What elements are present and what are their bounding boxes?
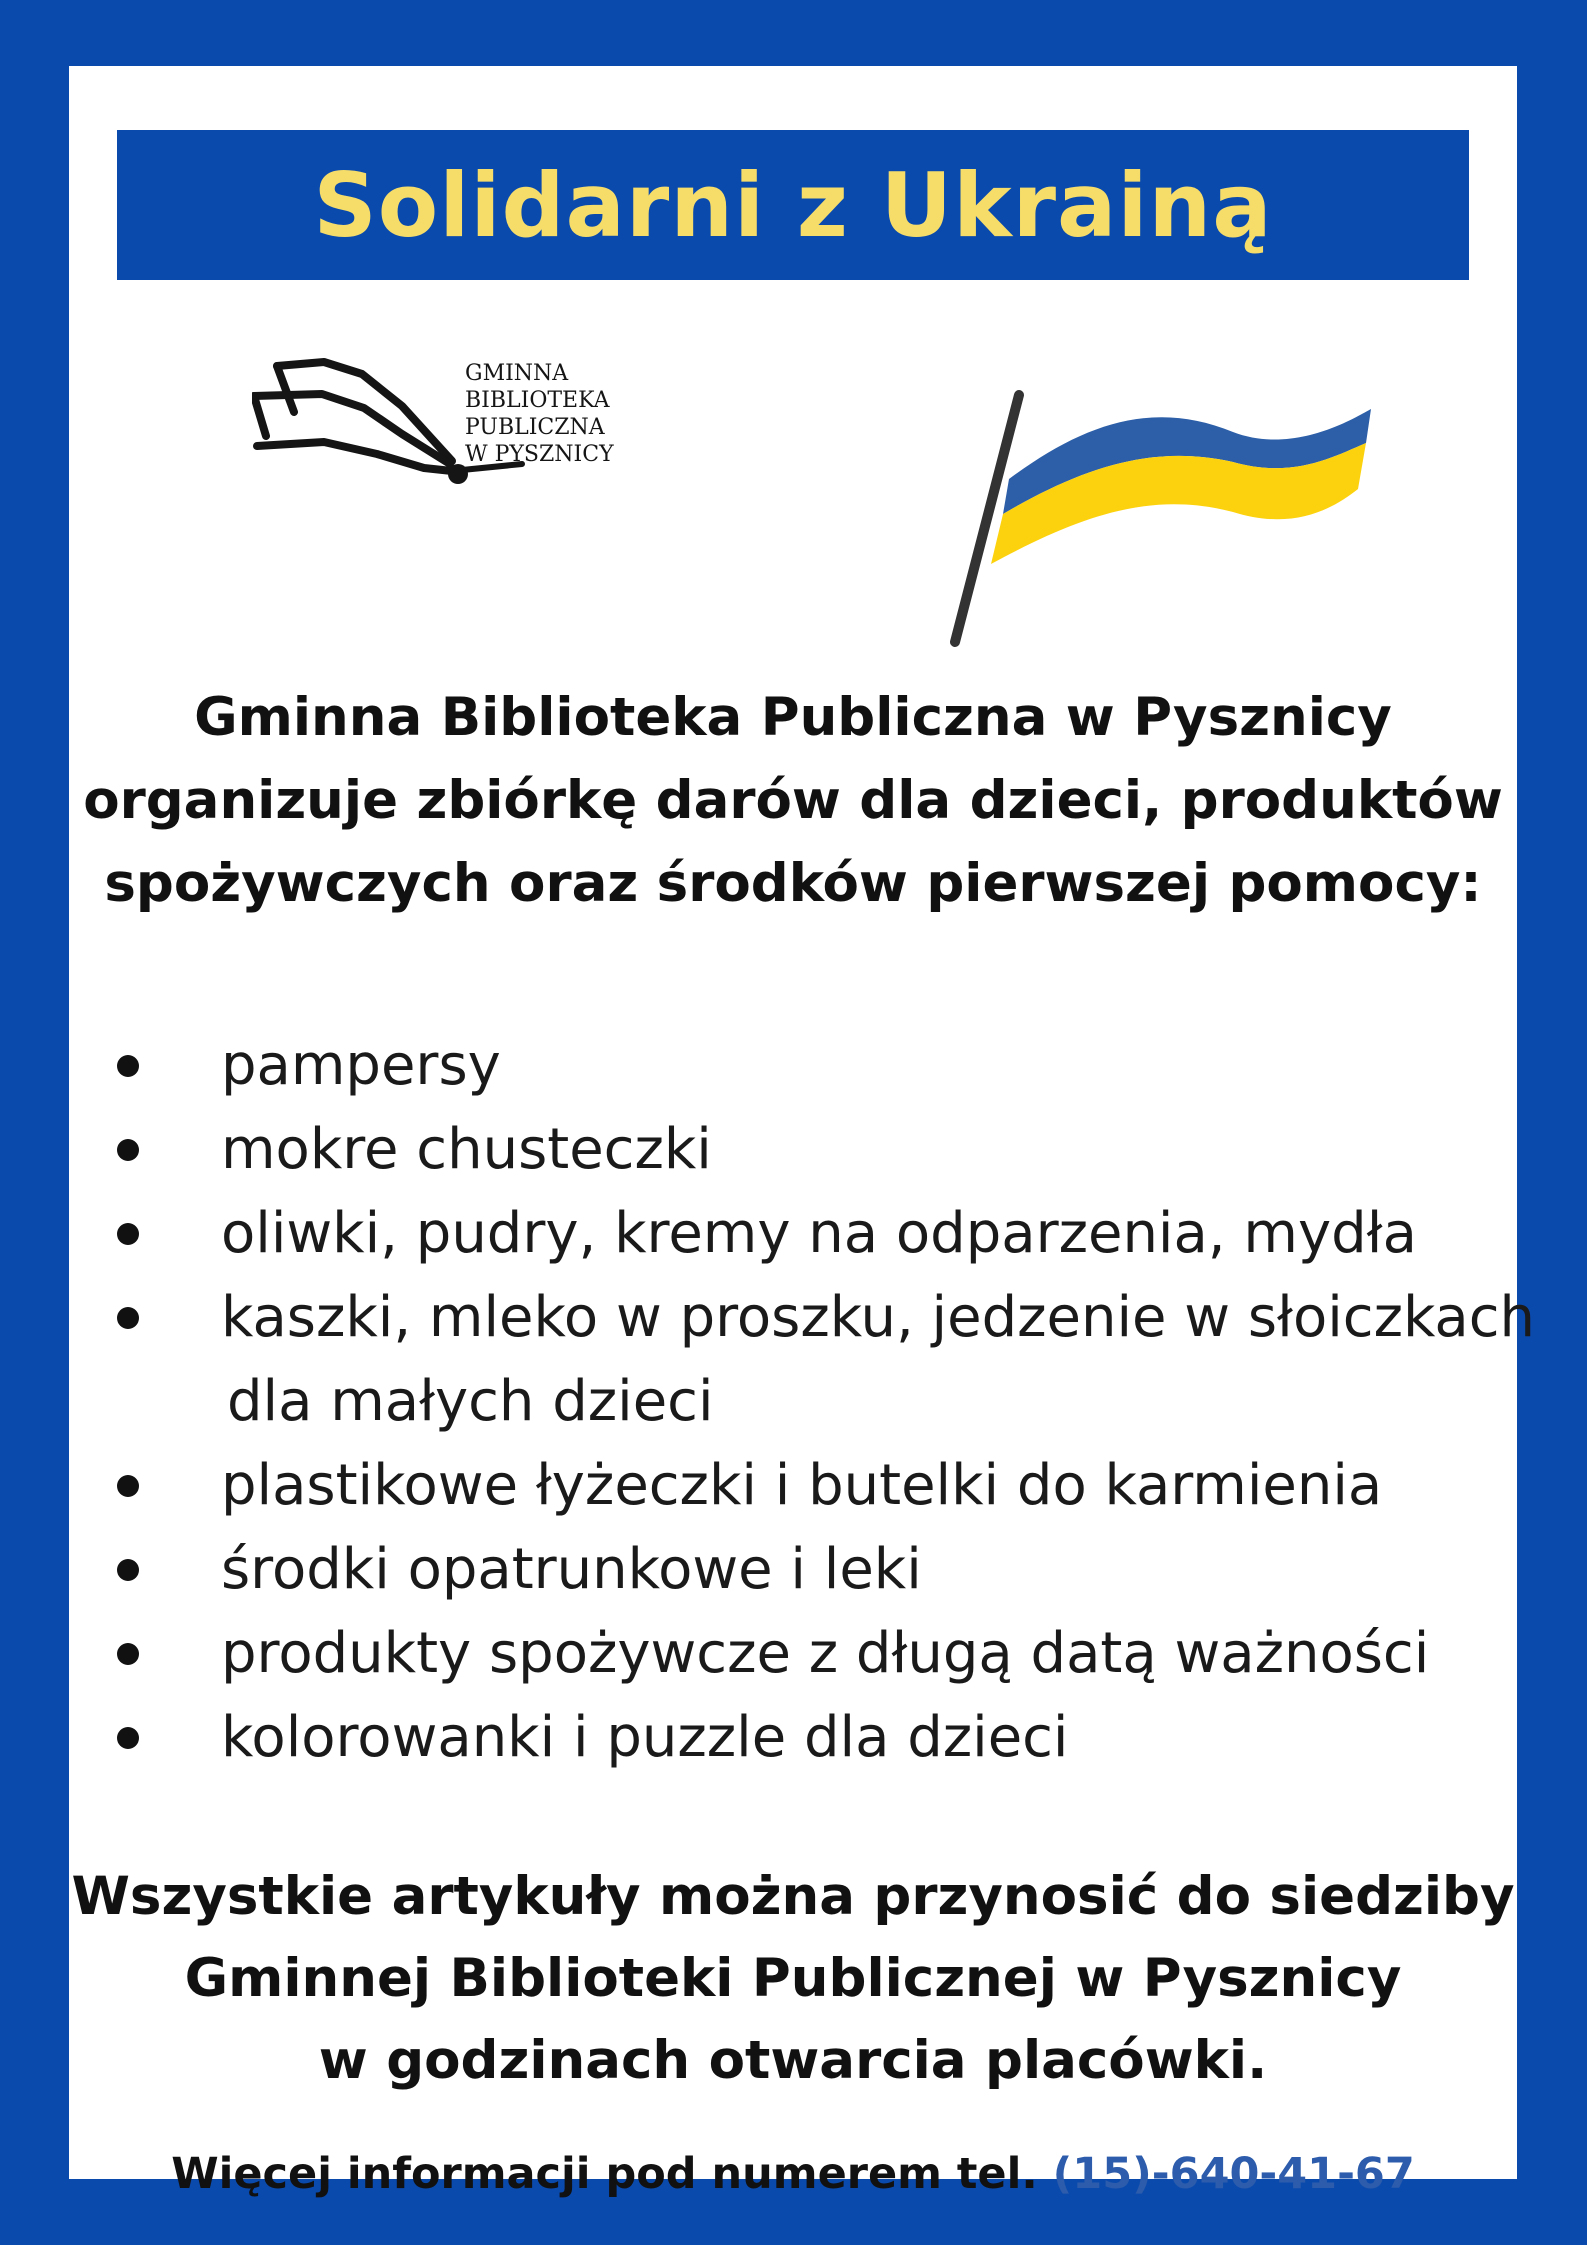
contact-info — [69, 2149, 1517, 2199]
closing-line-1: Wszystkie artykuły można przynosić do siedziby — [71, 1866, 1515, 1927]
list-item: oliwki, pudry, kremy na odparzenia, mydła — [117, 1192, 1477, 1276]
closing-line-3: w godzinach otwarcia placówki. — [318, 2030, 1268, 2091]
phone-number: (15)-640-41-67 — [1052, 2149, 1415, 2199]
list-item: kolorowanki i puzzle dla dzieci — [117, 1696, 1477, 1780]
bullet-icon — [117, 1475, 139, 1497]
poster-title: Solidarni z Ukrainą — [313, 153, 1273, 257]
intro-line-3: spożywczych oraz środków pierwszej pomocy: — [104, 853, 1482, 914]
bullet-icon — [117, 1139, 139, 1161]
bullet-icon — [117, 1223, 139, 1245]
logo-line-1: GMINNA — [465, 361, 569, 386]
list-item-continuation: dla małych dzieci — [227, 1369, 714, 1434]
list-item: plastikowe łyżeczki i butelki do karmienia — [117, 1444, 1477, 1528]
intro-line-1: Gminna Biblioteka Publiczna w Pysznicy — [194, 687, 1392, 748]
bullet-icon — [117, 1307, 139, 1329]
logo-line-2: BIBLIOTEKA — [465, 388, 610, 413]
list-item: kaszki, mleko w proszku, jedzenie w słoiczkach dla małych dzieci — [117, 1276, 1477, 1444]
bullet-icon — [117, 1559, 139, 1581]
intro-text — [69, 676, 1517, 925]
library-logo — [252, 356, 672, 506]
list-item: mokre chusteczki — [117, 1108, 1477, 1192]
ukraine-flag-icon — [933, 319, 1433, 649]
closing-text — [69, 1856, 1517, 2102]
list-item: środki opatrunkowe i leki — [117, 1528, 1477, 1612]
list-item: produkty spożywcze z długą datą ważności — [117, 1612, 1477, 1696]
bullet-icon — [117, 1055, 139, 1077]
title-banner — [117, 130, 1469, 280]
contact-text: Więcej informacji pod numerem tel. — [171, 2149, 1038, 2199]
intro-line-2: organizuje zbiórkę darów dla dzieci, produktów — [83, 770, 1503, 831]
bullet-icon — [117, 1727, 139, 1749]
logo-line-4: W PYSZNICY — [465, 442, 614, 467]
bullet-icon — [117, 1643, 139, 1665]
logo-line-3: PUBLICZNA — [465, 415, 605, 440]
list-item: pampersy — [117, 1024, 1477, 1108]
closing-line-2: Gminnej Biblioteki Publicznej w Pysznicy — [184, 1948, 1402, 2009]
poster — [69, 66, 1536, 2199]
donation-list — [117, 1024, 1536, 1780]
